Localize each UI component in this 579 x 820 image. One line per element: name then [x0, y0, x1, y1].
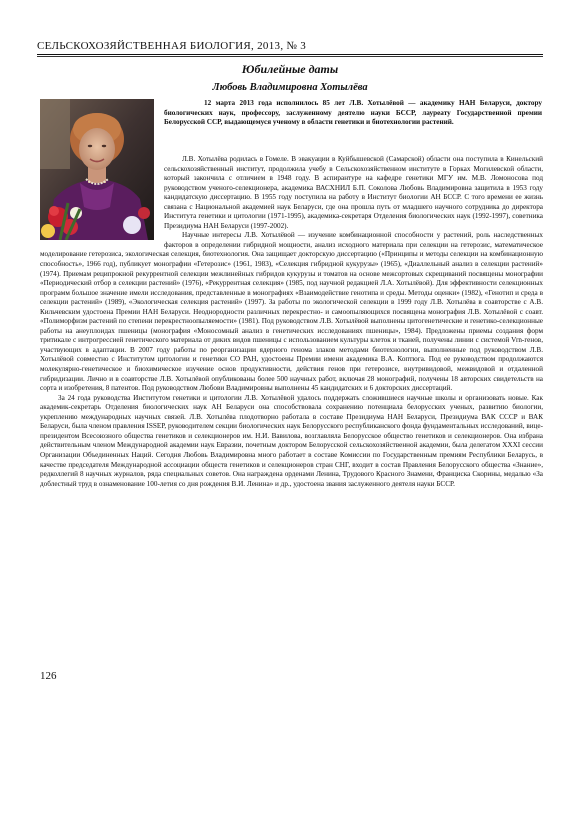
header-rule	[37, 54, 543, 55]
section-title: Юбилейные даты	[241, 62, 339, 76]
lead-paragraph: 12 марта 2013 года исполнилось 85 лет Л.В. Хотылёвой — академику НАН Беларуси, доктору биологических наук, профессору, заслуженному деятелю науки БССР, лауреату Государственной премии Белорусской ССР, выдающемуся ученому в области генетики и биотехнологии растений.	[164, 99, 542, 127]
article-title: Любовь Владимировна Хотылёва	[212, 82, 368, 93]
article-body	[40, 155, 543, 489]
body-paragraph: За 24 года руководства Институтом генетики и цитологии Л.В. Хотылёвой удалось поддержать сложившиеся научные школы и организовать новые. Как академик-секретарь Отделения биологических наук АН Беларуси она способствовала сохранению потенциала белорусских ученых, развитию биологии, укреплению международных научных связей. Л.В. Хотылёва плодотворно работала в составе Президиума НАН Беларуси, Президиума ВАК СССР и ВАК Беларуси, была членом правления ISSEP, руководителем секции биологических наук Белорусского республиканского фонда фундаментальных исследований, вице-президентом Всесоюзного общества генетиков и селекционеров им. Н.И. Вавилова, возглавляла Белорусское общество генетиков и селекционеров. Она избрана действительным членом Международной академии наук Евразии, почетным доктором Белорусской сельскохозяйственной академии, была делегатом XXXI сессии Организации Объединенных Наций. Сегодня Любовь Владимировна много работает в составе Комиссии по Государственным премиям Республики Беларусь, в качестве председателя Международной ассоциации обществ генетиков и селекционеров стран СНГ, входит в состав Правления Белорусского общества «Знание», редколлегий 8 научных журналов, ряда специальных советов. Она награждена орденами Ленина, Трудового Красного Знамени, Франциска Скорины, медалью «За доблестный труд в ознаменование 100-летия со дня рождения В.И. Ленина» и др., удостоена звания заслуженного деятеля науки БССР.	[40, 393, 543, 488]
photo-wrap-spacer	[40, 155, 164, 241]
body-paragraph: Научные интересы Л.В. Хотылёвой — изучение комбинационной способности у растений, роль наследственных факторов в определении гибридной мощности, анализ исходного материала при селекции на гетерозис, математическое моделирование гетерозиса, экологическая селекция, биотехнология. Она защищает докторскую диссертацию («Принципы и методы селекции на комбинационную способность», 1966 год), публикует монографии «Гетерозис» (1961, 1983), «Селекция гибридной кукурузы» (1965), «Диаллельный анализ в селекции растений» (1974). Приемам реципрокной рекуррентной селекции межлинейных гибридов кукурузы и томатов на основе межсортовых скрещиваний посвящены монографии «Периодический отбор в селекции растений» (1976), «Рекуррентная селекция» (1985, под научной редакцией Л.А. Хотылёвой). Для эффективности селекционных программ большое значение имели исследования, представленные в монографиях «Взаимодействие генотипа и среды. Методы оценки» (1982), «Генотип и среда в селекции растений» (1989), «Экологическая селекция растений» (1997). За работы по экологической селекции в 1999 году Л.В. Хотылёва в соавторстве с А.В. Кильчевским удостоена Премии НАН Беларуси. Неоднородности различных перекрестно- и самоопыляющихся посвящена монография Л.В. Хотылёвой с соавт. «Полиморфизм растений по степени перекрестноопыляемости» (1981). Под руководством Л.В. Хотылёвой выполнены цитогенетические и генетико-селекционные работы на анеуплоидах пшеницы (монография «Моносомный анализ в генетических исследованиях пшеницы», 1984). Предложены приемы создания форм тритикале с интрогрессией генетического материала от диких видов пшеницы с использованием культуры клеток и тканей, получены линии с системой Vrn-генов, участвующих в адаптации. В 2007 году работы по реорганизации ядерного генома злаков методами биотехнологии, выполненные под руководством Л.В. Хотылёвой совместно с Институтом цитологии и генетики СО РАН, удостоены Премии имени академика В.А. Коптюга. Под ее руководством продолжаются молекулярно-генетическое и биохимическое изучение основ продуктивности, действия генов при гетерозисе, внутривидовой, межвидовой и отдаленной гибридизации. Лично и в соавторстве Л.В. Хотылёвой опубликованы более 500 научных работ, включая 28 монографий, получены 18 авторских свидетельств на сорта и изобретения, 8 патентов. Под руководством Любови Владимировны выполнены 45 кандидатских и 6 докторских диссертаций.	[40, 231, 543, 393]
header-rule-thin	[37, 56, 543, 57]
body-paragraph: Л.В. Хотылёва родилась в Гомеле. В эвакуации в Куйбышевской (Самарской) области она поступила в Кинельский сельскохозяйственный институт, продолжила учебу в Сельскохозяйственном институте в Горках Могилевской области, который закончила с отличием в 1948 году. В аспирантуре на кафедре генетики МГУ им. М.В. Ломоносова под руководством ученого-селекционера, академика ВАСХНИЛ Б.П. Соколова Любовь Владимировна защитила в 1953 году кандидатскую диссертацию. В 1955 году поступила на работу в Институт биологии АН БССР. С того времени ее жизнь связана с Национальной академией наук Беларуси, где она прошла путь от младшего научного сотрудника до директора Института генетики и цитологии (1971-1995), академика-секретаря Отделения биологических наук (1992-1997), советника Президиума НАН Беларуси (1997-2002).	[164, 155, 543, 230]
page-number: 126	[40, 670, 57, 682]
running-head: СЕЛЬСКОХОЗЯЙСТВЕННАЯ БИОЛОГИЯ, 2013, № 3	[37, 40, 307, 52]
